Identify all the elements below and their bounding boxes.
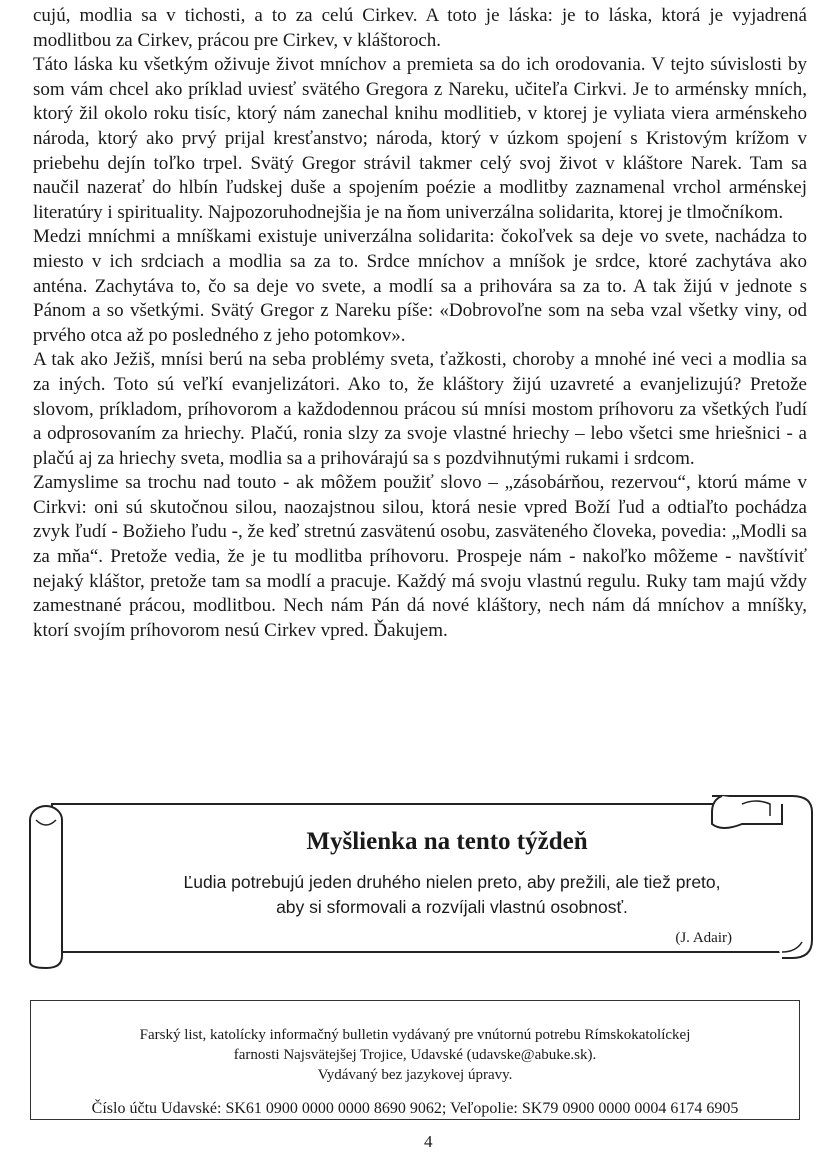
page-number: 4 (424, 1132, 433, 1151)
quote-author: (J. Adair) (675, 930, 732, 946)
footer-info-box (30, 1000, 800, 1120)
footer-account-numbers: Číslo účtu Udavské: SK61 0900 0000 0000 8690 9062; Veľopolie: SK79 0900 0000 0004 6174 6905 (91, 1100, 739, 1117)
article-paragraph-1: cujú, modlia sa v tichosti, a to za celú Cirkev. A toto je láska: je to láska, ktorá je vyjadrená modlitbou za Cirkev, prácou pre Cirkev, v kláštoroch. (33, 5, 807, 51)
footer-line-3: Vydávaný bez jazykovej úpravy. (317, 1067, 513, 1083)
article-paragraph-5: Zamyslime sa trochu nad touto - ak môžem použiť slovo – „zásobárňou, rezervou“, ktorú máme v Cirkvi: oni sú skutočnou silou, naozajstnou silou, ktorá nesie vpred Boží ľud a odtiaľto pochádza zvyk ľudí - Božieho ľudu -, že keď stretnú zasvätenú osobu, zasväteného človeka, povedia: „Modli sa za mňa“. Pretože vedia, že je tu modlitba príhovoru. Prospeje nám - nakoľko môžeme - navštíviť nejaký kláštor, pretože tam sa modlí a pracuje. Každý má svoju vlastnú regulu. Ruky tam majú vždy zamestnané prácou, modlitbou. Nech nám Pán dá nové kláštory, nech nám dá mníchov a mníšky, ktorí svojím príhovorom nesú Cirkev vpred. Ďakujem. (33, 472, 807, 641)
quote-line-2: aby si sformovali a rozvíjali vlastnú osobnosť. (276, 897, 628, 917)
footer-line-1: Farský list, katolícky informačný bulletin vydávaný pre vnútornú potrebu Rímskokatolíckej (139, 1027, 691, 1043)
quote-line-1: Ľudia potrebujú jeden druhého nielen preto, aby prežili, ale tiež preto, (183, 872, 721, 892)
quote-scroll-banner (22, 790, 822, 970)
article-paragraph-4: A tak ako Ježiš, mnísi berú na seba problémy sveta, ťažkosti, choroby a mnohé iné veci a modlia sa za iných. Toto sú veľkí evanjelizátori. Ako to, že kláštory žijú uzavreté a evanjelizujú? Pretože slovom, príkladom, príhovorom a každodennou prácou sú mnísi mostom príhovoru za všetkých ľudí a odprosovaním za hriechy. Plačú, ronia slzy za svoje vlastné hriechy – lebo všetci sme hriešnici - a plačú aj za hriechy sveta, modlia sa a prihovárajú sa s pozdvihnutými rukami i srdcom. (33, 349, 807, 469)
footer-line-2: farnosti Najsvätejšej Trojice, Udavské (udavske@abuke.sk). (233, 1047, 597, 1063)
article-paragraph-3: Medzi mníchmi a mníškami existuje univerzálna solidarita: čokoľvek sa deje vo svete, nachádza to miesto v ich srdciach a modlia sa za to. Srdce mníchov a mníšok je srdce, ktoré zachytáva ako anténa. Zachytáva to, čo sa deje vo svete, a modlí sa a prihovára sa za to. A tak žijú v jednote s Pánom a so všetkými. Svätý Gregor z Nareku píše: «Dobrovoľne som na seba vzal všetky viny, od prvého otca až po posledného z jeho potomkov». (33, 226, 807, 346)
article-body (33, 4, 807, 643)
quote-title: Myšlienka na tento týždeň (306, 828, 588, 855)
quote-text (132, 870, 772, 920)
article-paragraph-2: Táto láska ku všetkým oživuje život mníchov a premieta sa do ich orodovania. V tejto súvislosti by som vám chcel ako príklad uviesť svätého Gregora z Nareku, učiteľa Cirkvi. Je to arménsky mních, ktorý žil okolo roku tisíc, ktorý nám zanechal knihu modlitieb, v ktorej je vyliata viera arménskeho národa, ktorý ako prvý prijal kresťanstvo; národa, ktorý v úzkom spojení s Kristovým krížom v priebehu dejín toľko trpel. Svätý Gregor strávil takmer celý svoj život v kláštore Narek. Tam sa naučil nazerať do hlbín ľudskej duše a spojením poézie a modlitby zaznamenal vrchol arménskej literatúry i spirituality. Najpozoruhodnejšia je na ňom univerzálna solidarita, ktorej je tlmočníkom. (33, 54, 807, 223)
